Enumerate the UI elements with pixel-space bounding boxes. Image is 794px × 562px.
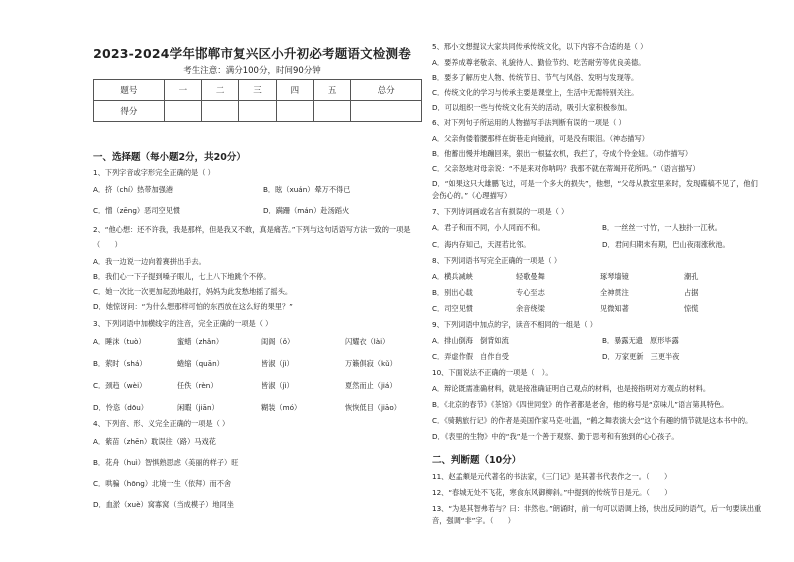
option[interactable]: B．要多了解历史人物、传统节日、节气与风俗、发明与发现等。 [432,73,639,82]
word: 恢恢低目（jiāo） [345,403,401,412]
score-table [93,79,422,122]
word: 夏然而止（jiá） [345,381,397,390]
score-cell[interactable] [202,101,239,122]
question-5: 5、邢小文想提议大家共同传承传统文化，以下内容不合适的是（ ） [432,42,648,51]
word: 闺阁（ǒ） [261,337,295,346]
option[interactable]: D．血淤（xuè）窝寡窝（当成模子）地同坐 [93,500,234,509]
score-header-cell: 总分 [351,80,422,101]
score-table-row [94,101,422,122]
option[interactable]: C．《骑鹅旅行记》的作者是美国作家马克·吐温，“鹤之舞表演大会”这个有趣的情节就是这本书中的。 [432,416,753,425]
question-13: 13、“为是其智弗若与？曰：非然也。”朗诵时，前一句可以语调上扬，快出反问的语气，后一句要读出重 [432,504,762,513]
option[interactable]: D．蹒跚（mán）赴汤蹈火 [263,206,350,215]
word: 见微知著 [600,304,629,313]
word: 任佚（rèn） [177,381,218,390]
question-10: 10、下面说法不正确的一项是（ ）。 [432,368,553,377]
question-3-option-b[interactable] [93,359,397,368]
word: C．颈趋（wèi） [93,381,147,390]
option[interactable]: A．排山倒海 倒背如流 [432,336,509,345]
word: 皆淑（jì） [261,381,294,390]
option[interactable]: C．传统文化的学习与传承主要是课堂上，生活中无需特别关注。 [432,88,639,97]
question-3-option-a[interactable] [93,337,389,346]
option[interactable]: B．我们心一下子提到嗓子眼儿，七上八下地跳个不停。 [93,272,271,281]
option[interactable]: D．她惊讶问：“为什么想那样可怕的东西放在这么好的果里？” [93,302,293,311]
score-cell[interactable] [313,101,350,122]
word: B．萦时（shá） [93,359,147,368]
question-2-bracket: （ ） [93,240,122,249]
option[interactable]: C．弄虚作假 自作自受 [432,352,509,361]
option[interactable]: B．《北京的春节》《茶馆》《四世同堂》的作者都是老舍，他的称号是“京味儿”语言第具特色。 [432,400,729,409]
question-9: 9、下列词语中加点的字，读音不相同的一组是（ ） [432,320,597,329]
question-1: 1、下列字音或字形完全正确的是（ ） [93,168,215,177]
question-9-options-cd [432,352,679,361]
option[interactable]: A．辩论既需准确材料，就是接准确证明自己观点的材料，也是接指明对方观点的材料。 [432,384,711,393]
score-cell[interactable] [276,101,313,122]
option-continued: 会伤心的。”（心理描写） [432,191,512,200]
question-3: 3、下列词语中加横线字的注音，完全正确的一项是（ ） [93,319,273,328]
score-cell[interactable] [239,101,276,122]
option[interactable]: C．她一次比一次更加起劲地敲打，妈妈为此发愁地摇了摇头。 [93,287,293,296]
option[interactable]: D．“如果这只大雄鹏飞过，可是一个多大的损失”，他想，“父母从教室里来时，发现碟稿不见了，他们 [432,179,758,188]
word: 闪耀衣（lài） [345,337,390,346]
word: 潮孔 [684,272,699,281]
option[interactable]: A．紫苗（zhēn）耽误往（路）马戏花 [93,437,216,446]
option[interactable]: D．可以组织一些与传统文化有关的活动，吸引大家积极参加。 [432,103,632,112]
section-heading-choice: 一、选择题（每小题2分，共20分） [93,152,246,163]
word: 琢琴墙镜 [600,272,629,281]
option[interactable]: A．父亲佝偻着腰那样在街巷走向镜前，可是没有眼泪。（神态描写） [432,134,649,143]
word: A．横兵减峡 [432,272,473,281]
word: A．睡沫（tuò） [93,337,146,346]
score-cell[interactable] [351,101,422,122]
question-8-option-a[interactable] [432,272,698,281]
question-8-option-b[interactable] [432,288,698,297]
question-12: 12、“春城无处不飞花，寒食东风御柳斜。”中提到的传统节日是元。（ ） [432,488,672,497]
score-header-cell: 一 [164,80,201,101]
exam-notice: 考生注意：满分100分，时间90分钟 [183,66,321,76]
word: C．司空见惯 [432,304,473,313]
option[interactable]: C．哄骗（hōng）北境一生（依拜）而不舍 [93,479,232,488]
word: 惊慌 [684,304,699,313]
question-6: 6、对下列句子所运用的人物描写手法判断有误的一项是（ ） [432,118,626,127]
word: 糊装（mó） [261,403,302,412]
word: 闲暇（jiān） [177,403,219,412]
question-8-option-c[interactable] [432,304,698,313]
question-3-option-d[interactable] [93,403,401,412]
word: 皆淑（jì） [261,359,294,368]
option[interactable]: D．万家更新 三更半夜 [602,352,680,361]
question-7: 7、下列诗词画或名言有损误的一项是（ ） [432,207,569,216]
option[interactable]: B．他蓄出慢并地蹦回来，狠出一根猛衣机，我拦了，夺成个伶金妞。（动作描写） [432,149,693,158]
option[interactable]: B．一丝丝一寸竹，一人独扑一江秋。 [602,223,722,232]
option[interactable]: B．花舟（huì）智惧熟思虑（美丽的样子）旺 [93,458,239,467]
score-header-cell: 二 [202,80,239,101]
word: 轻歌曼舞 [516,272,545,281]
question-7-options-ab [432,223,722,232]
word: 蜷缩（quān） [177,359,224,368]
option[interactable]: D．君问归期未有期，巴山夜雨涨秋池。 [602,240,730,249]
question-1-options-cd [93,206,349,215]
page-title: 2023-2024学年邯郸市复兴区小升初必考题语文检测卷 [93,46,411,61]
question-11: 11、赵孟頫是元代著名的书法家，《三门记》是其著书代表作之一。（ ） [432,472,672,481]
question-3-option-c[interactable] [93,381,397,390]
question-13-continued: 音，强调“非”字。（ ） [432,516,515,525]
option[interactable]: A．我一边说一边向着赛拼出手去。 [93,257,206,266]
score-header-cell: 三 [239,80,276,101]
score-header-cell: 题号 [94,80,165,101]
score-row-label: 得分 [94,101,165,122]
option[interactable]: C．海内存知己，天涯若比邻。 [432,240,531,249]
word: 蜜蜡（zhǎn） [177,337,224,346]
score-header-cell: 四 [276,80,313,101]
question-1-options-ab [93,185,350,194]
option[interactable]: A．君子和而不同，小人同而不和。 [432,223,545,232]
score-cell[interactable] [164,101,201,122]
question-2: 2、“他心想：还不许我，我是那样，但是我又不敢，真是痛苦。”下列与这句话语写方法一致的一项是 [93,225,411,234]
option[interactable]: D．《表里的生物》中的“我”是一个善于观察、勤于思考和有独到的心心孩子。 [432,432,679,441]
option[interactable]: C．父亲怒地对母亲说：“不是来对你呐吗？我那不就在蒂竭开花所吗。”（语言描写） [432,164,700,173]
option[interactable]: A．挤（chí）热带加强港 [93,185,174,194]
word: 占据 [684,288,699,297]
section-heading-judge: 二、判断题（10分） [432,455,522,466]
score-header-cell: 五 [313,80,350,101]
question-8: 8、下列词语书写完全正确的一项是（ ） [432,256,562,265]
word: 专心至志 [516,288,545,297]
question-7-options-cd [432,240,730,249]
word: B．别出心载 [432,288,473,297]
word: 余音绕梁 [516,304,545,313]
option[interactable]: A．要养成尊老敬亲、礼貌待人、勤俭节约、吃苦耐劳等优良美德。 [432,58,646,67]
option[interactable]: B．眩（xuán）晕万不得已 [263,185,351,194]
question-4: 4、下列音、形、义完全正确的一项是（ ） [93,419,230,428]
word: 万籁俱寂（kǔ） [345,359,397,368]
score-table-header-row [94,80,422,101]
option[interactable]: C．憎（zēng）恶司空见惯 [93,206,181,215]
word: D．怜恣（dōu） [93,403,148,412]
question-9-options-ab [432,336,679,345]
word: 全神贯注 [600,288,629,297]
option[interactable]: B．暴露无遗 原形毕露 [602,336,679,345]
